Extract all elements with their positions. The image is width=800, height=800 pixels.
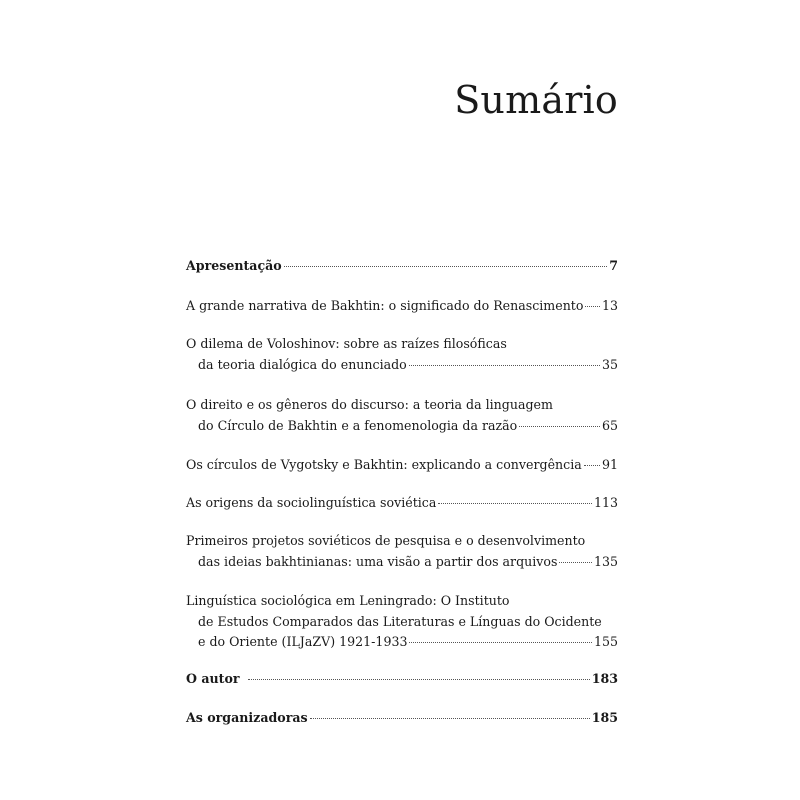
dot-leader: [559, 562, 592, 563]
toc-entry-autor[interactable]: [186, 669, 618, 690]
dot-leader: [409, 642, 591, 643]
toc-entry-vygotsky[interactable]: [186, 455, 618, 476]
dot-leader: [248, 679, 590, 680]
toc-entry-title: Os círculos de Vygotsky e Bakhtin: explicando a convergência: [186, 457, 582, 472]
toc-entry-sociolinguistica[interactable]: [186, 493, 618, 514]
toc-entry-title-line: O direito e os gêneros do discurso: a teoria da linguagem: [186, 397, 553, 412]
toc-entry-title: A grande narrativa de Bakhtin: o significado do Renascimento: [186, 298, 584, 313]
toc-page-number: 183: [591, 671, 618, 686]
dot-leader: [284, 266, 608, 267]
toc-page-number: 185: [591, 710, 618, 725]
toc-page-number: 113: [593, 495, 618, 510]
toc-page-number: 91: [601, 457, 618, 472]
toc-page-number: 65: [601, 417, 618, 433]
toc-entry-voloshinov[interactable]: [186, 334, 618, 375]
toc-entry-title-line: das ideias bakhtinianas: uma visão a partir dos arquivos: [198, 553, 558, 569]
toc-entry-narrativa[interactable]: [186, 296, 618, 317]
dot-leader: [519, 426, 600, 427]
dot-leader: [438, 503, 592, 504]
toc-page-number: 13: [601, 298, 618, 313]
dot-leader: [585, 306, 600, 307]
toc-entry-projetos[interactable]: [186, 531, 618, 572]
toc-entry-title-line: Linguística sociológica em Leningrado: O Instituto: [186, 593, 510, 608]
toc-entry-title-line: O dilema de Voloshinov: sobre as raízes filosóficas: [186, 336, 507, 351]
toc-entry-title-line: do Círculo de Bakhtin e a fenomenologia da razão: [198, 417, 518, 433]
toc-entry-title-line: da teoria dialógica do enunciado: [198, 356, 407, 372]
toc-entry-title-line: Primeiros projetos soviéticos de pesquisa e o desenvolvimento: [186, 533, 586, 548]
toc-page-number: 7: [609, 258, 618, 273]
toc-entry-title: O autor: [186, 671, 240, 686]
page-title: Sumário: [454, 78, 618, 122]
toc-page-number: 135: [593, 553, 618, 569]
toc-entry-apresentacao[interactable]: [186, 256, 618, 277]
toc-entry-title: Apresentação: [186, 258, 282, 273]
toc-entry-direito[interactable]: [186, 395, 618, 436]
toc-entry-title-line: de Estudos Comparados das Literaturas e Línguas do Ocidente: [198, 613, 602, 629]
toc-entry-title: As origens da sociolinguística soviética: [186, 495, 437, 510]
dot-leader: [409, 365, 600, 366]
toc-page-number: 35: [601, 356, 618, 372]
toc-entry-title-line: e do Oriente (ILJaZV) 1921-1933: [198, 634, 408, 649]
toc-entry-leningrado[interactable]: [186, 591, 618, 653]
toc-entry-title: As organizadoras: [186, 710, 308, 725]
dot-leader: [310, 718, 590, 719]
toc-page-number: 155: [593, 634, 618, 649]
toc-entry-organizadoras[interactable]: [186, 708, 618, 729]
dot-leader: [584, 465, 600, 466]
